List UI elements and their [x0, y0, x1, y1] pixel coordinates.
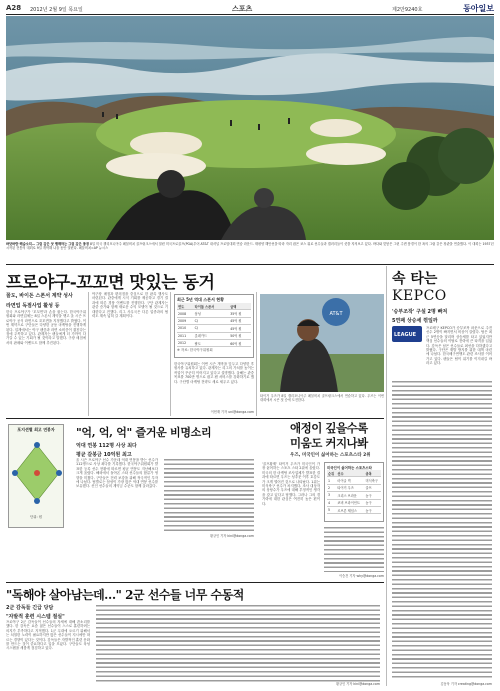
kepco-subheads — [392, 308, 492, 324]
main-subhead-1: 꼴도, 바이돈 스폰서 계약 성사 — [6, 293, 73, 299]
section-rule — [6, 418, 384, 419]
story2-headline: "억, 억, 억" 즐거운 비명소리 — [76, 426, 212, 439]
tiger-headline-1: 애정이 깊을수록 — [290, 421, 368, 435]
table-cell: 미식축구 — [365, 477, 381, 484]
bottom-subheads — [6, 604, 86, 620]
table-cell: 2 — [327, 484, 336, 491]
vleague-logo — [392, 326, 422, 342]
table-cell: 2008 — [177, 310, 194, 317]
column-divider — [88, 292, 89, 416]
table-row — [177, 339, 251, 346]
main-story-body-b: 야구장 매점과 편의점을 중심으로 한 판촉 행사도 마련된다. 관중에게 시식 기회를 제공하고 경기 결과에 따른 경품 이벤트를 진행한다. 구단 관계자는 관중 증가와 함께 새로운 수익 모델이 될 것으로 기대한다고 전했다. 리그 사무국은 다른 업종과의 협력도 계속 넓혀 갈 계획이다. — [92, 292, 168, 319]
table-cell: 코비 브라이언트 — [336, 499, 364, 506]
table-row — [327, 499, 381, 506]
photo-caption-body: 8일 미국 캘리포니아주 페블비치 골프링크스에서 열린 미국프로골프(PGA)투어 AT&T 내셔널 프로암대회 연습 라운드. 태평양 해안선을 따라 자리 잡은 코스 위로 선수들과 갤러리들이 샷을 지켜보고 있다. 바다와 맞닿은 그린 주변 풍경이 한 폭의 그림 같은 장관을 연출했다. 이 대회는 1937년 시작된 전통의 대회로 9일 개막해 나흘 동안 열린다. 페블비치=AP 뉴시스 — [6, 242, 494, 250]
disliked-stars-table-title: 미국인이 싫어하는 스포츠스타 — [327, 466, 372, 470]
kepco-body-top: 프로배구 KEPCO가 승부조작 파문으로 주전 선수 2명이 빠지면서 비상이 걸렸다. 팀은 최근 5연승을 달리며 상승세를 타고 있었지만 핵심 선수들의 이탈로 전력에 큰 타격을 입었다. 감독은 남은 선수들로 최선을 다하겠다고 밝혔다. 구단은 재발 방지를 위한 대책 마련에 나섰다. 한국배구연맹도 관련 조사를 이어가고 있다. 팬들은 팀이 위기를 이겨내길 바라고 있다. — [426, 326, 492, 366]
table-row — [177, 325, 251, 332]
main-headline: 프로야구-꼬꼬면 맛있는 동거 — [6, 273, 215, 293]
sponsor-table-title: 최근 5년 역대 스폰서 현황 — [177, 297, 224, 302]
table-cell: 2011 — [177, 332, 194, 339]
table-cell: 2012 — [177, 339, 194, 346]
table-cell: 2009 — [177, 317, 194, 324]
table-cell: 팔도 — [194, 339, 230, 346]
bottom-subhead-2: "자발적 훈련 시스템 절실" — [6, 614, 65, 620]
svg-text:AT&T: AT&T — [329, 311, 343, 317]
story2-body-columns — [164, 458, 254, 534]
graphic-title: 포지션별 최고 연봉자 — [17, 427, 55, 432]
table-cell: 르브론 제임스 — [336, 506, 364, 513]
table-header-cell: 연도 — [177, 303, 194, 310]
kepco-subhead-2: 5연패 상승세 꺾일까 — [392, 318, 438, 324]
sponsor-table — [177, 303, 251, 347]
bottom-headline: "독해야 살아남는데…" 2군 선수들 너무 수동적 — [6, 588, 244, 602]
story2-body: 올 시즌 프로야구 선수 가운데 억대 연봉을 받는 선수가 112명으로 사상 최다를 기록했다. 한국야구위원회가 발표한 등록 선수 현황에 따르면 평균 연봉도 지난해보다 크게 올랐다. 해외에서 돌아온 스타 선수들의 합류가 영향을 미쳤다. 구단들은 전력 보강을 위해 적극적인 투자에 나섰다. 팀별로는 삼성이 가장 많은 억대 연봉 선수를 보유했다. 신인 선수들의 계약금 수준도 함께 올라갔다. — [76, 458, 158, 489]
kepco-byline: 김동욱 기자 creating@donga.com — [440, 682, 492, 686]
table-cell: 마이클 빅 — [336, 477, 364, 484]
table-cell: 45억 원 — [229, 317, 251, 324]
bottom-subhead-1: 2군 감독들 긴급 당담 — [6, 605, 54, 611]
kepco-body-columns — [392, 380, 492, 680]
table-cell: 4 — [327, 499, 336, 506]
graphic-note: 단위: 원 — [29, 515, 43, 519]
kepco-headline-2: KEPCO — [392, 288, 447, 304]
tiger-photo-caption: 타이거 우즈가 8일 캘리포니아주 페블비치 골프링크스에서 연습하고 있다. 우즈는 이번 대회에서 시즌 첫 승에 도전한다. — [260, 394, 384, 402]
table-cell: 크리스 브라운 — [336, 492, 364, 499]
table-cell: 농구 — [365, 492, 381, 499]
table-cell: 45억 원 — [229, 325, 251, 332]
issue-number: 제2만9240호 — [392, 7, 423, 13]
photo-caption-title: 바닷바람·해숨소리… 그림 같은 샷 행해하는 그림 같은 풍경 — [6, 242, 89, 246]
column-divider — [386, 266, 387, 686]
table-cell: 60억 원 — [229, 339, 251, 346]
table-cell: 타이거 우즈 — [336, 484, 364, 491]
tiger-woods-photo — [260, 294, 384, 392]
table-header-cell: 타이틀 스폰서 — [194, 303, 230, 310]
disliked-stars-table-box — [324, 462, 384, 522]
photo-caption — [6, 242, 494, 262]
table-row — [327, 477, 381, 484]
main-story-subheads — [6, 292, 86, 309]
table-cell: 35억 원 — [229, 310, 251, 317]
sponsor-table-note: ※ 자료: 한국야구위원회 — [177, 348, 213, 353]
table-header-cell: 금액 — [229, 303, 251, 310]
main-subhead-2: 라면업 독점사업 활성 등 — [6, 303, 60, 309]
sponsor-table-box — [174, 294, 254, 358]
story2-subhead-2: 평균 갈봉금 10억원 최고 — [76, 452, 132, 458]
tiger-headline-2: 미움도 커지나봐 — [290, 436, 368, 450]
table-cell: 롯데카드 — [194, 332, 230, 339]
tiger-subhead: 우즈, 미국인이 싫어하는 스포츠스타 2위 — [290, 453, 371, 458]
caption-rule — [6, 264, 494, 265]
position-salary-graphic — [8, 424, 64, 528]
table-row — [327, 506, 381, 513]
tiger-body: '골프황제' 타이거 우즈가 미국인이 가장 싫어하는 스포츠 스타 2위에 올랐다. 미국의 한 마케팅 조사업체가 발표한 결과에 따르면 우즈는 성추문 이후 호감도가 크게 떨어진 것으로 나타났다. 1위는 미식축구 선수가 차지했다. 조사 대상자의 상당수가 우즈에 대해 부정적인 생각을 갖고 있다고 답했다. 그러나 그의 경기력에 대한 관심은 여전히 높은 편이다. — [262, 462, 320, 506]
column-divider — [256, 292, 257, 416]
table-header-row — [327, 470, 381, 477]
table-cell: 1 — [327, 477, 336, 484]
table-cell: 농구 — [365, 506, 381, 513]
table-cell: 농구 — [365, 499, 381, 506]
page-number: A28 — [6, 4, 22, 12]
main-photo — [6, 16, 494, 240]
kepco-subhead-1: '승부조작' 구설 2명 빠져 — [392, 309, 448, 315]
main-story-body-a: 한국 프로야구가 '꼬꼬면'과 손을 잡는다. 한국야구위원회와 라면업체는 8일 스폰서 계약을 맺고 올 시즌 프로야구 공식 라면으로 꼬꼬면을 지정했다고 밝혔다. 이번 계약으로 구단들은 다양한 공동 마케팅을 진행하게 된다. 업계에서는 야구 팬층과 라면 소비층이 겹친다는 점에 주목하고 있다. 관계자는 팬들에게 더 가까이 다가갈 수 있는 기회가 될 것이라고 말했다. 구장 매점에서의 판매와 이벤트도 함께 추진된다. — [6, 310, 86, 345]
vleague-logo-text: LEAGUE — [394, 332, 417, 338]
main-story-body-c: 한국야구위원회는 이번 시즌 개막을 앞두고 다양한 후원사를 유치하고 있다. 관계자는 리그의 가치를 높이는 작업이 꾸준히 이어지고 있다고 설명했다. 올해는 관중 목표를 700만 명으로 잡고 팬 서비스를 강화하기로 했다. 구단별 마케팅 전략도 새로 세우고 있다. — [174, 362, 254, 384]
tiger-body-columns — [324, 526, 384, 572]
header-rule — [6, 14, 494, 15]
table-cell: 삼성 — [194, 310, 230, 317]
table-header-cell: 선수 — [336, 470, 364, 477]
column-divider — [170, 292, 171, 416]
table-cell: 3 — [327, 492, 336, 499]
table-row — [177, 317, 251, 324]
table-cell: 50억 원 — [229, 332, 251, 339]
table-header-cell: 순위 — [327, 470, 336, 477]
table-cell: 5 — [327, 506, 336, 513]
story2-subhead-1: 억대 연봉 112명 사상 최다 — [76, 443, 137, 449]
table-cell: CJ — [194, 325, 230, 332]
bottom-body-columns — [96, 604, 380, 682]
table-header-cell: 종목 — [365, 470, 381, 477]
kepco-headline-1: 속 타는 — [392, 271, 438, 287]
table-cell: 골프 — [365, 484, 381, 491]
section-title: 스포츠 — [232, 5, 253, 13]
bottom-byline: 황규인 기자 kini@donga.com — [335, 682, 380, 686]
table-row — [177, 332, 251, 339]
story2-byline: 황규인 기자 kini@donga.com — [209, 534, 254, 538]
table-row — [327, 484, 381, 491]
story2-subheads — [76, 442, 176, 458]
tiger-byline: 이승건 기자 why@donga.com — [339, 574, 384, 578]
issue-date: 2012년 2월 9일 목요일 — [30, 7, 83, 13]
table-cell: 2010 — [177, 325, 194, 332]
table-header-row — [177, 303, 251, 310]
disliked-stars-table — [327, 470, 381, 514]
section-rule — [6, 582, 384, 583]
main-story-byline: 이헌재 기자 uni@donga.com — [210, 410, 254, 414]
table-row — [327, 492, 381, 499]
table-row — [177, 310, 251, 317]
table-cell: CJ — [194, 317, 230, 324]
bottom-body: 프로야구 2군 감독들이 선수들의 자세에 대해 쓴소리를 했다. 한 감독은 요즘 젊은 선수들이 스스로 훈련하려는 의지가 부족하다고 지적했다. 1군 무대에 오르기 위해서는 치열한 노력이 필요하지만 많은 선수들이 지시에만 따르는 경향이 있다는 것이다. 감독들은 자발적인 훈련 문화를 만드는 것이 중요하다고 입을 모았다. 구단들도 육성 시스템을 새롭게 점검하고 있다. — [6, 620, 90, 651]
newspaper-logo: 동아일보 — [463, 4, 494, 13]
